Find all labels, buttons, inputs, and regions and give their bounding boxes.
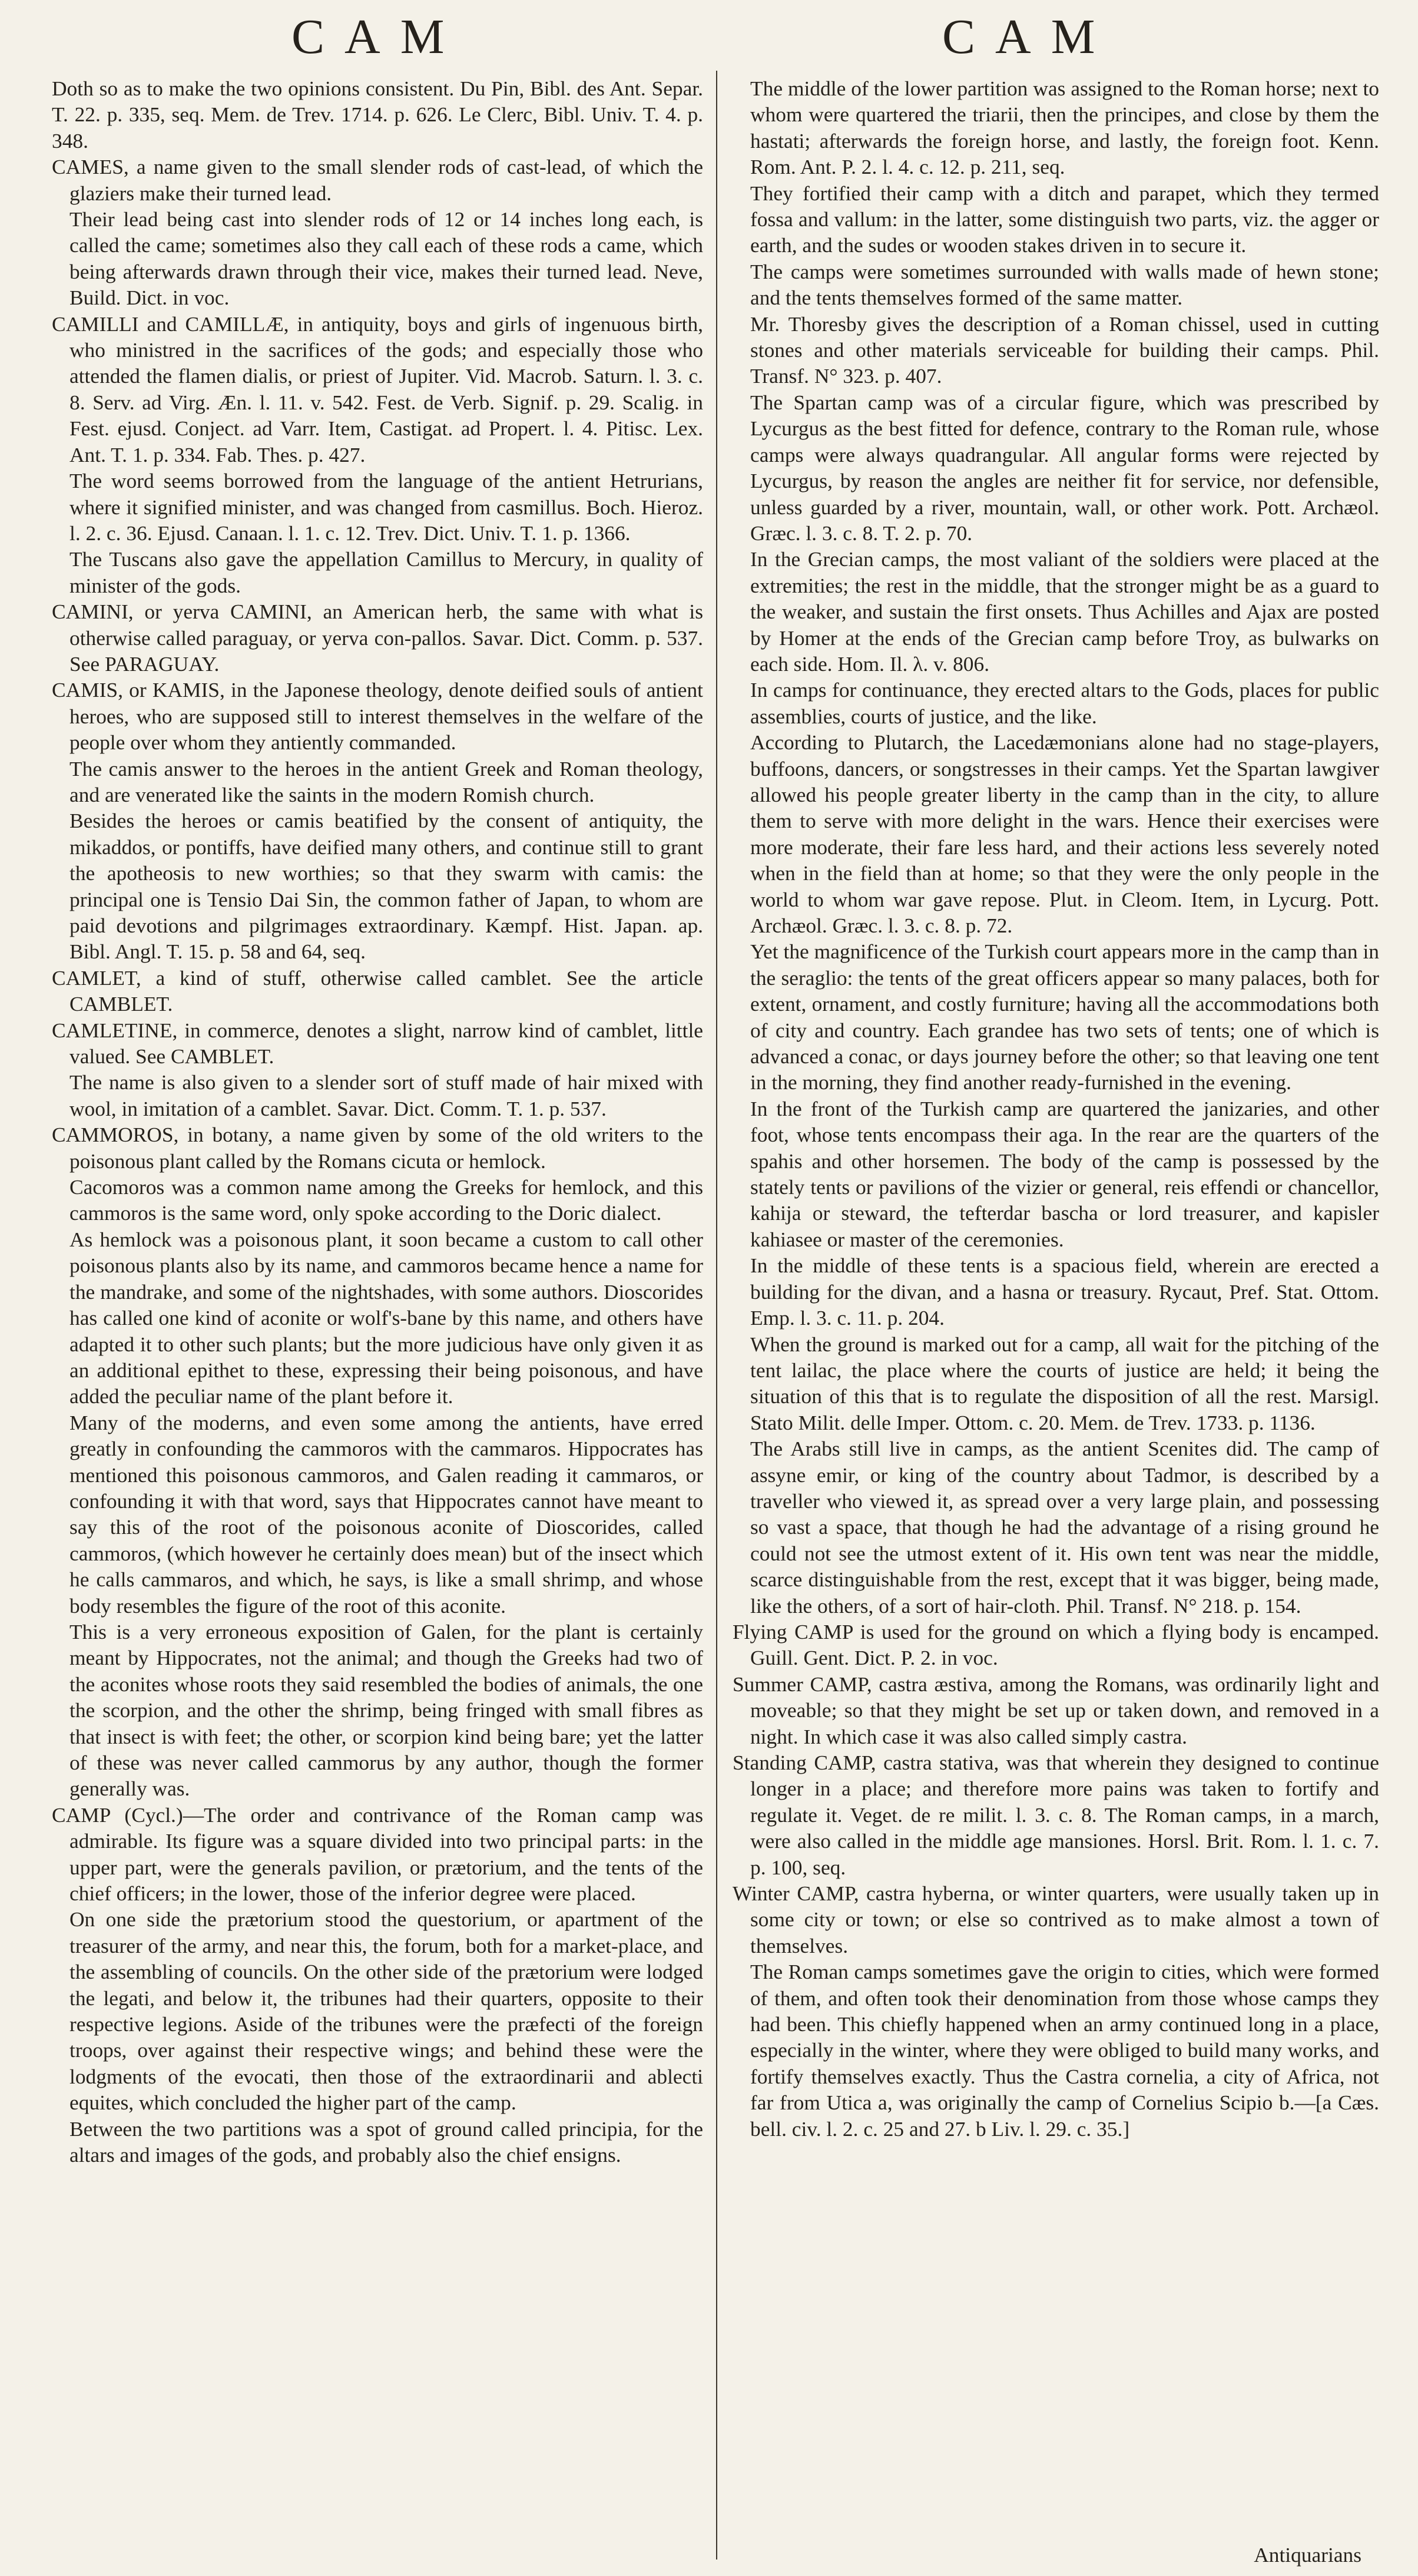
entry-paragraph: Besides the heroes or camis beatified by the consent of antiquity, the mikaddos, or pontiffs, have deified many others, and continue still to grant the apotheosis to new worthies; so that they swarm with camis: the principal one is Tensio Dai Sin, the common father of Japan, to whom are paid devotions and pilgrimages extraordinary. Kæmpf. Hist. Japan. ap. Bibl. Angl. T. 15. p. 58 and 64, seq. <box>69 809 703 964</box>
entry-paragraph: In the Grecian camps, the most valiant of the soldiers were placed at the extremities; the rest in the middle, that the stronger might be as a guard to the weaker, and sustain the first onsets. Thus Achilles and Ajax are posted by Homer at the ends of the Grecian camp before Troy, as bulwarks on each side. Hom. Il. λ. v. 806. <box>750 547 1379 676</box>
entry-paragraph: When the ground is marked out for a camp, all wait for the pitching of the tent lailac, the place where the courts of justice are held; it being the situation of this that is to regulate the disposition of all the rest. Marsigl. Stato Milit. delle Imper. Ottom. c. 20. Mem. de Trev. 1733. p. 1136. <box>750 1332 1379 1434</box>
entry-paragraph: CAMLETINE, in commerce, denotes a slight, narrow kind of camblet, little valued. See CAMBLET. <box>52 1018 703 1069</box>
entry-paragraph: This is a very erroneous exposition of Galen, for the plant is certainly meant by Hippocrates, not the animal; and though the Greeks had two of the aconites whose roots they said resembled the bodies of animals, the one the scorpion, and the other the shrimp, being fringed with small fibres as that insect is with feet; the other, or scorpion kind being bare; yet the latter of these was never called cammorus by any author, though the former generally was. <box>69 1619 703 1801</box>
entry-paragraph: Yet the magnificence of the Turkish court appears more in the camp than in the seraglio: the tents of the great officers appear so many palaces, both for extent, ornament, and costly furniture; having all the accommodations both of city and country. Each grandee has two sets of tents; one of which is advanced a conac, or days journey before the other; so that leaving one tent in the morning, they find another ready-furnished in the evening. <box>750 940 1379 1094</box>
entry-paragraph: Flying CAMP is used for the ground on which a flying body is encamped. Guill. Gent. Dict. P. 2. in voc. <box>733 1619 1379 1670</box>
entry-paragraph: Cacomoros was a common name among the Greeks for hemlock, and this cammoros is the same word, only spoke according to the Doric dialect. <box>69 1175 703 1225</box>
entry-paragraph: Doth so as to make the two opinions consistent. Du Pin, Bibl. des Ant. Separ. T. 22. p. 335, seq. Mem. de Trev. 1714. p. 626. Le Clerc, Bibl. Univ. T. 4. p. 348. <box>52 77 703 153</box>
entry-paragraph: The camis answer to the heroes in the antient Greek and Roman theology, and are venerated like the saints in the modern Romish church. <box>69 756 703 806</box>
entry-paragraph: Their lead being cast into slender rods of 12 or 14 inches long each, is called the came; sometimes also they call each of these rods a came, which being afterwards drawn through their vice, makes their turned lead. Neve, Build. Dict. in voc. <box>69 207 703 310</box>
entry-paragraph: Many of the moderns, and even some among the antients, have erred greatly in confounding the cammoros with the cammaros. Hippocrates has mentioned this poisonous cammoros, and Galen reading it cammaros, or confounding it with that word, says that Hippocrates cannot have meant to say this of the root of the poisonous aconite of Dioscorides, called cammoros, (which however he certainly does mean) but of the insect which he calls cammaros, and which, he says, is like a small shrimp, and whose body resembles the figure of the root of this aconite. <box>69 1410 703 1618</box>
entry-paragraph: The middle of the lower partition was assigned to the Roman horse; next to whom were quartered the triarii, then the principes, and close by them the hastati; afterwards the foreign horse, and lastly, the foreign foot. Kenn. Rom. Ant. P. 2. l. 4. c. 12. p. 211, seq. <box>750 77 1379 179</box>
entry-paragraph: Mr. Thoresby gives the description of a Roman chissel, used in cutting stones and other materials serviceable for building their camps. Phil. Transf. N° 323. p. 407. <box>750 312 1379 388</box>
entry-paragraph: CAMINI, or yerva CAMINI, an American herb, the same with what is otherwise called paraguay, or yerva con-pallos. Savar. Dict. Comm. p. 537. See PARAGUAY. <box>52 600 703 676</box>
entry-paragraph: CAMMOROS, in botany, a name given by some of the old writers to the poisonous plant called by the Romans cicuta or hemlock. <box>52 1123 703 1173</box>
right-column <box>733 75 1379 2142</box>
entry-paragraph: Winter CAMP, castra hyberna, or winter quarters, were usually taken up in some city or town; or else so contrived as to make almost a town of themselves. <box>733 1881 1379 1957</box>
entry-paragraph: CAMLET, a kind of stuff, otherwise called camblet. See the article CAMBLET. <box>52 965 703 1016</box>
entry-paragraph: In the middle of these tents is a spacious field, wherein are erected a building for the divan, and a hasna or treasury. Rycaut, Pref. Stat. Ottom. Emp. l. 3. c. 11. p. 204. <box>750 1254 1379 1330</box>
entry-paragraph: Between the two partitions was a spot of ground called principia, for the altars and images of the gods, and probably also the chief ensigns. <box>69 2117 703 2167</box>
entry-paragraph: The word seems borrowed from the language of the antient Hetrurians, where it signified minister, and was changed from casmillus. Boch. Hieroz. l. 2. c. 36. Ejusd. Canaan. l. 1. c. 12. Trev. Dict. Univ. T. 1. p. 1366. <box>69 469 703 545</box>
running-head-right: CAM <box>942 9 1115 64</box>
entry-paragraph: The camps were sometimes surrounded with walls made of hewn stone; and the tents themselves formed of the same matter. <box>750 259 1379 310</box>
entry-paragraph: CAMP (Cycl.)—The order and contrivance of the Roman camp was admirable. Its figure was a square divided into two principal parts: in the upper part, were the generals pavilion, or prætorium, and the tents of the chief officers; in the lower, those of the inferior degree were placed. <box>52 1803 703 1906</box>
catchword: Antiquarians <box>1254 2543 1361 2567</box>
entry-paragraph: Standing CAMP, castra stativa, was that wherein they designed to continue longer in a place; and therefore more pains was taken to fortify and regulate it. Veget. de re milit. l. 3. c. 8. The Roman camps, in a march, were also called in the middle age mansiones. Horsl. Brit. Rom. l. 1. c. 7. p. 100, seq. <box>733 1751 1379 1879</box>
entry-paragraph: The Roman camps sometimes gave the origin to cities, which were formed of them, and often took their denomination from those whose camps they had been. This chiefly happened when an army continued long in a place, especially in the winter, where they were obliged to build many works, and fortify themselves exactly. Thus the Castra cornelia, a city of Africa, not far from Utica a, was originally the camp of Cornelius Scipio b.—[a Cæs. bell. civ. l. 2. c. 25 and 27. b Liv. l. 29. c. 35.] <box>750 1960 1379 2141</box>
running-head-left: CAM <box>291 9 465 64</box>
entry-paragraph: In camps for continuance, they erected altars to the Gods, places for public assemblies, courts of justice, and the like. <box>750 678 1379 728</box>
entry-paragraph: As hemlock was a poisonous plant, it soon became a custom to call other poisonous plants also by its name, and cammoros became hence a name for the mandrake, and some of the nightshades, with some authors. Dioscorides has called one kind of aconite or wolf's-bane by this name, and others have adapted it to other such plants; but the more judicious have only given it as an additional epithet to these, expressing their being poisonous, and have added the peculiar name of the plant before it. <box>69 1227 703 1408</box>
left-column <box>52 75 703 2168</box>
entry-paragraph: Summer CAMP, castra æstiva, among the Romans, was ordinarily light and moveable; so that they might be set up or taken down, and removed in a night. In which case it was also called simply castra. <box>733 1672 1379 1748</box>
entry-paragraph: On one side the prætorium stood the questorium, or apartment of the treasurer of the army, and near this, the forum, both for a market-place, and the assembling of councils. On the other side of the prætorium were lodged the legati, and below it, the tribunes had their quarters, opposite to their respective legions. Aside of the tribunes were the præfecti of the foreign troops, over against their respective wings; and behind these were the lodgments of the evocati, then those of the extraordinarii and ablecti equites, which concluded the higher part of the camp. <box>69 1907 703 2115</box>
entry-paragraph: According to Plutarch, the Lacedæmonians alone had no stage-players, buffoons, dancers, or songstresses in their camps. Yet the Spartan lawgiver allowed his people greater liberty in the camp than in the city, to allure them to serve with more delight in the wars. Hence their exercises were more moderate, their fare less hard, and their actions less severely noted when in the field than at home; so that they were the only people in the world to whom war gave repose. Plut. in Cleom. Item, in Lycurg. Pott. Archæol. Græc. l. 3. c. 8. p. 72. <box>750 730 1379 937</box>
entry-paragraph: The Arabs still live in camps, as the antient Scenites did. The camp of assyne emir, or king of the country about Tadmor, is described by a traveller who viewed it, as spread over a very large plain, and possessing so vast a space, that though he had the advantage of a rising ground he could not see the utmost extent of it. His own tent was near the middle, scarce distinguishable from the rest, except that it was bigger, being made, like the others, of a sort of hair-cloth. Phil. Transf. N° 218. p. 154. <box>750 1437 1379 1618</box>
entry-paragraph: CAMIS, or KAMIS, in the Japonese theology, denote deified souls of antient heroes, who are supposed still to interest themselves in the welfare of the people over whom they antiently commanded. <box>52 678 703 755</box>
entry-paragraph: The Spartan camp was of a circular figure, which was prescribed by Lycurgus as the best fitted for defence, contrary to the Roman rule, whose camps were always quadrangular. All angular forms were rejected by Lycurgus, by reason the angles are neither fit for service, nor defensible, unless guarded by a river, mountain, wall, or other work. Pott. Archæol. Græc. l. 3. c. 8. T. 2. p. 70. <box>750 390 1379 545</box>
entry-paragraph: The name is also given to a slender sort of stuff made of hair mixed with wool, in imitation of a camblet. Savar. Dict. Comm. T. 1. p. 537. <box>69 1070 703 1120</box>
column-divider <box>716 71 717 2560</box>
entry-paragraph: CAMES, a name given to the small slender rods of cast-lead, of which the glaziers make their turned lead. <box>52 155 703 205</box>
entry-paragraph: CAMILLI and CAMILLÆ, in antiquity, boys and girls of ingenuous birth, who ministred in the sacrifices of the gods; and especially those who attended the flamen dialis, or priest of Jupiter. Vid. Macrob. Saturn. l. 3. c. 8. Serv. ad Virg. Æn. l. 11. v. 542. Fest. de Verb. Signif. p. 29. Scalig. in Fest. ejusd. Conject. ad Varr. Item, Castigat. ad Propert. l. 4. Pitisc. Lex. Ant. T. 1. p. 334. Fab. Thes. p. 427. <box>52 312 703 467</box>
entry-paragraph: In the front of the Turkish camp are quartered the janizaries, and other foot, whose tents encompass their aga. In the rear are the quarters of the spahis and other horsemen. The body of the camp is possessed by the stately tents or pavilions of the vizier or general, reis effendi or chancellor, kahija or steward, the tefterdar bascha or lord treasurer, and kapisler kahiasee or master of the ceremonies. <box>750 1096 1379 1251</box>
entry-paragraph: They fortified their camp with a ditch and parapet, which they termed fossa and vallum: in the latter, some distinguish two parts, viz. the agger or earth, and the sudes or wooden stakes driven in to secure it. <box>750 181 1379 257</box>
entry-paragraph: The Tuscans also gave the appellation Camillus to Mercury, in quality of minister of the gods. <box>69 547 703 597</box>
